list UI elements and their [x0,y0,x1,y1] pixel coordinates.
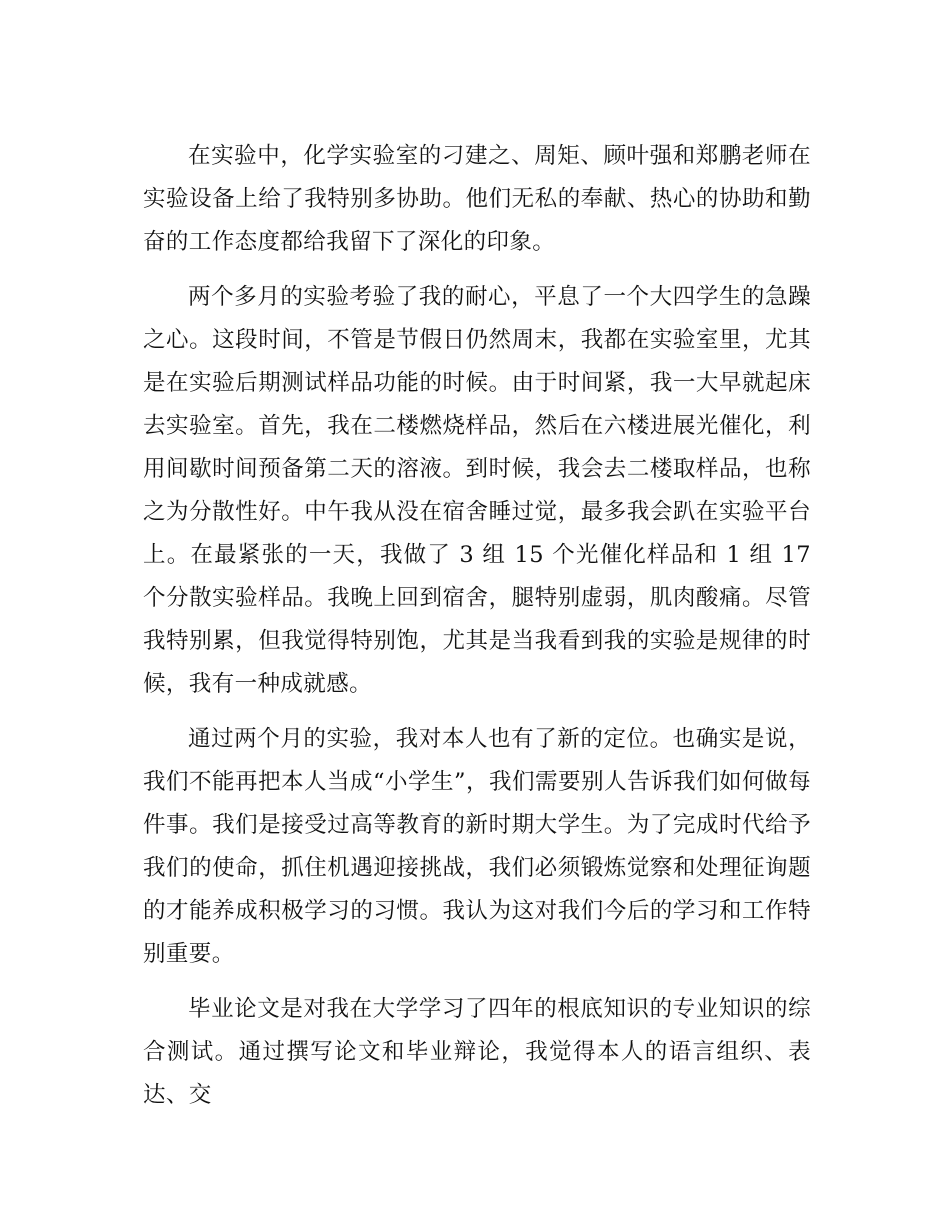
paragraph-1: 在实验中，化学实验室的刁建之、周矩、顾叶强和郑鹏老师在实验设备上给了我特别多协助。他们无私的奉献、热心的协助和勤奋的工作态度都给我留下了深化的印象。 [143,143,811,255]
paragraph-4: 毕业论文是对我在大学学习了四年的根底知识的专业知识的综合测试。通过撰写论文和毕业辩论，我觉得本人的语言组织、表达、交 [143,996,811,1108]
document-body [143,135,811,1129]
paragraph-2: 两个多月的实验考验了我的耐心，平息了一个大四学生的急躁之心。这段时间，不管是节假日仍然周末，我都在实验室里，尤其是在实验后期测试样品功能的时候。由于时间紧，我一大早就起床去实验室。首先，我在二楼燃烧样品，然后在六楼进展光催化，利用间歇时间预备第二天的溶液。到时候，我会去二楼取样品，也称之为分散性好。中午我从没在宿舍睡过觉，最多我会趴在实验平台上。在最紧张的一天，我做了 3 组 15 个光催化样品和 1 组 17 个分散实验样品。我晚上回到宿舍，腿特别虚弱，肌肉酸痛。尽管我特别累，但我觉得特别饱，尤其是当我看到我的实验是规律的时候，我有一种成就感。 [143,284,811,697]
paragraph-3: 通过两个月的实验，我对本人也有了新的定位。也确实是说，我们不能再把本人当成“小学生”，我们需要别人告诉我们如何做每件事。我们是接受过高等教育的新时期大学生。为了完成时代给予我们的使命，抓住机遇迎接挑战，我们必须锻炼觉察和处理征询题的才能养成积极学习的习惯。我认为这对我们今后的学习和工作特别重要。 [143,726,811,967]
